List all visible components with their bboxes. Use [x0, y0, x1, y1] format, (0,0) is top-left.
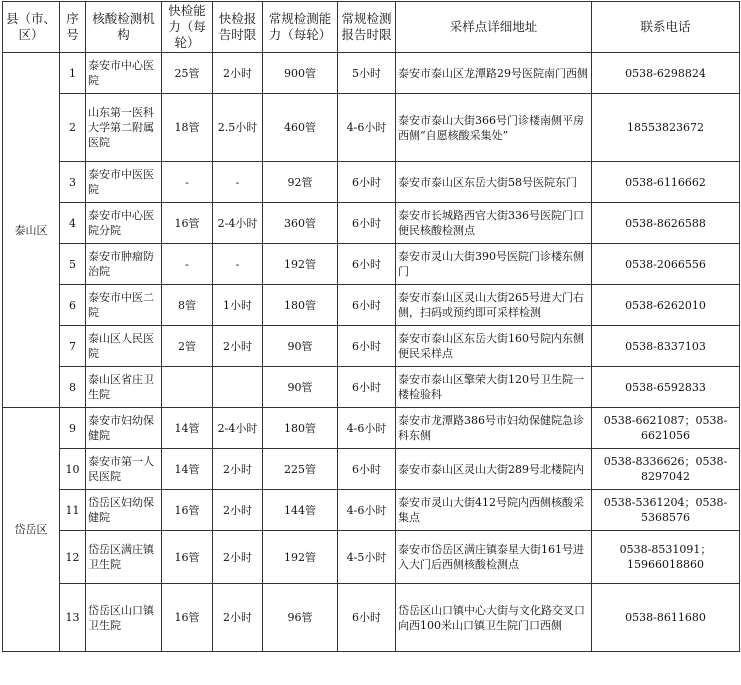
seq-cell: 12	[60, 531, 86, 584]
phone-cell: 0538-8337103	[592, 326, 740, 367]
fast-capacity-cell: 16管	[162, 490, 213, 531]
address-cell: 泰安市泰山区龙潭路29号医院南门西侧	[396, 53, 592, 94]
fast-report-cell: 2.5小时	[213, 94, 263, 162]
phone-cell: 0538-8626588	[592, 203, 740, 244]
fast-capacity-cell: 16管	[162, 584, 213, 652]
header-county: 县（市、区）	[3, 2, 60, 53]
regular-capacity-cell: 96管	[263, 584, 338, 652]
phone-cell: 18553823672	[592, 94, 740, 162]
county-cell: 泰山区	[3, 53, 60, 408]
regular-report-cell: 6小时	[338, 244, 396, 285]
phone-cell: 0538-5361204；0538-5368576	[592, 490, 740, 531]
regular-report-cell: 6小时	[338, 285, 396, 326]
seq-cell: 11	[60, 490, 86, 531]
regular-capacity-cell: 144管	[263, 490, 338, 531]
fast-report-cell: -	[213, 244, 263, 285]
fast-report-cell: 2-4小时	[213, 203, 263, 244]
seq-cell: 1	[60, 53, 86, 94]
phone-cell: 0538-6621087；0538-6621056	[592, 408, 740, 449]
fast-report-cell: 2小时	[213, 584, 263, 652]
regular-capacity-cell: 360管	[263, 203, 338, 244]
regular-capacity-cell: 180管	[263, 408, 338, 449]
phone-cell: 0538-2066556	[592, 244, 740, 285]
regular-report-cell: 5小时	[338, 53, 396, 94]
table-row	[3, 244, 740, 285]
regular-report-cell: 4-5小时	[338, 531, 396, 584]
phone-cell: 0538-8531091；15966018860	[592, 531, 740, 584]
header-address: 采样点详细地址	[396, 2, 592, 53]
fast-capacity-cell: 14管	[162, 449, 213, 490]
table-row	[3, 531, 740, 584]
institution-cell: 泰安市肿瘤防治院	[86, 244, 162, 285]
table-row	[3, 408, 740, 449]
address-cell: 泰安市泰山区东岳大街160号院内东侧便民采样点	[396, 326, 592, 367]
institution-cell: 泰安市中医医院	[86, 162, 162, 203]
regular-capacity-cell: 192管	[263, 531, 338, 584]
phone-cell: 0538-6116662	[592, 162, 740, 203]
header-phone: 联系电话	[592, 2, 740, 53]
seq-cell: 5	[60, 244, 86, 285]
table-row	[3, 367, 740, 408]
fast-report-cell: 1小时	[213, 285, 263, 326]
regular-capacity-cell: 460管	[263, 94, 338, 162]
fast-capacity-cell	[162, 367, 213, 408]
address-cell: 泰安市岱岳区满庄镇泰星大街161号进入大门后西侧核酸检测点	[396, 531, 592, 584]
regular-report-cell: 6小时	[338, 367, 396, 408]
address-cell: 泰安市龙潭路386号市妇幼保健院急诊科东侧	[396, 408, 592, 449]
phone-cell: 0538-6298824	[592, 53, 740, 94]
institution-cell: 泰安市中心医院分院	[86, 203, 162, 244]
regular-capacity-cell: 180管	[263, 285, 338, 326]
fast-capacity-cell: -	[162, 162, 213, 203]
seq-cell: 3	[60, 162, 86, 203]
fast-report-cell: 2小时	[213, 531, 263, 584]
table-row	[3, 449, 740, 490]
institution-cell: 岱岳区妇幼保健院	[86, 490, 162, 531]
phone-cell: 0538-8336626；0538-8297042	[592, 449, 740, 490]
fast-capacity-cell: 25管	[162, 53, 213, 94]
regular-report-cell: 4-6小时	[338, 408, 396, 449]
fast-report-cell: 2小时	[213, 490, 263, 531]
regular-capacity-cell: 92管	[263, 162, 338, 203]
fast-capacity-cell: 16管	[162, 531, 213, 584]
institution-cell: 泰安市第一人民医院	[86, 449, 162, 490]
fast-capacity-cell: 2管	[162, 326, 213, 367]
phone-cell: 0538-8611680	[592, 584, 740, 652]
testing-sites-table	[2, 1, 740, 652]
address-cell: 泰安市泰山大街366号门诊楼南侧平房西侧“自愿核酸采集处”	[396, 94, 592, 162]
fast-report-cell: 2小时	[213, 449, 263, 490]
table-row	[3, 490, 740, 531]
table-row	[3, 94, 740, 162]
regular-capacity-cell: 900管	[263, 53, 338, 94]
regular-report-cell: 6小时	[338, 584, 396, 652]
table-row	[3, 162, 740, 203]
institution-cell: 岱岳区山口镇卫生院	[86, 584, 162, 652]
fast-capacity-cell: 16管	[162, 203, 213, 244]
fast-capacity-cell: 14管	[162, 408, 213, 449]
institution-cell: 山东第一医科大学第二附属医院	[86, 94, 162, 162]
address-cell: 泰安市灵山大街390号医院门诊楼东侧门	[396, 244, 592, 285]
fast-capacity-cell: 18管	[162, 94, 213, 162]
regular-capacity-cell: 90管	[263, 326, 338, 367]
header-regular-capacity: 常规检测能力（每轮）	[263, 2, 338, 53]
table-row	[3, 203, 740, 244]
fast-report-cell: 2-4小时	[213, 408, 263, 449]
regular-report-cell: 4-6小时	[338, 490, 396, 531]
address-cell: 泰安市泰山区灵山大街289号北楼院内	[396, 449, 592, 490]
regular-report-cell: 6小时	[338, 162, 396, 203]
institution-cell: 泰山区人民医院	[86, 326, 162, 367]
seq-cell: 6	[60, 285, 86, 326]
address-cell: 泰安市泰山区擎荣大街120号卫生院一楼检验科	[396, 367, 592, 408]
table-row	[3, 285, 740, 326]
seq-cell: 4	[60, 203, 86, 244]
phone-cell: 0538-6592833	[592, 367, 740, 408]
seq-cell: 2	[60, 94, 86, 162]
institution-cell: 泰安市中心医院	[86, 53, 162, 94]
institution-cell: 泰安市中医二院	[86, 285, 162, 326]
seq-cell: 8	[60, 367, 86, 408]
header-seq: 序号	[60, 2, 86, 53]
header-row	[3, 2, 740, 53]
seq-cell: 7	[60, 326, 86, 367]
header-fast-report: 快检报告时限	[213, 2, 263, 53]
address-cell: 泰安市长城路西官大街336号医院门口便民核酸检测点	[396, 203, 592, 244]
header-regular-report: 常规检测报告时限	[338, 2, 396, 53]
regular-report-cell: 6小时	[338, 203, 396, 244]
regular-report-cell: 6小时	[338, 326, 396, 367]
regular-report-cell: 6小时	[338, 449, 396, 490]
fast-report-cell: 2小时	[213, 53, 263, 94]
seq-cell: 9	[60, 408, 86, 449]
fast-report-cell: 2小时	[213, 326, 263, 367]
regular-capacity-cell: 192管	[263, 244, 338, 285]
seq-cell: 10	[60, 449, 86, 490]
regular-capacity-cell: 90管	[263, 367, 338, 408]
institution-cell: 泰安市妇幼保健院	[86, 408, 162, 449]
table-row	[3, 53, 740, 94]
regular-capacity-cell: 225管	[263, 449, 338, 490]
phone-cell: 0538-6262010	[592, 285, 740, 326]
fast-capacity-cell: -	[162, 244, 213, 285]
address-cell: 岱岳区山口镇中心大街与文化路交叉口向西100米山口镇卫生院门口西侧	[396, 584, 592, 652]
institution-cell: 岱岳区满庄镇卫生院	[86, 531, 162, 584]
table-row	[3, 584, 740, 652]
fast-report-cell	[213, 367, 263, 408]
seq-cell: 13	[60, 584, 86, 652]
address-cell: 泰安市泰山区灵山大街265号进大门右侧，扫码或预约即可采样检测	[396, 285, 592, 326]
header-institution: 核酸检测机构	[86, 2, 162, 53]
county-cell: 岱岳区	[3, 408, 60, 652]
address-cell: 泰安市灵山大街412号院内西侧核酸采集点	[396, 490, 592, 531]
header-fast-capacity: 快检能力（每轮）	[162, 2, 213, 53]
institution-cell: 泰山区省庄卫生院	[86, 367, 162, 408]
address-cell: 泰安市泰山区东岳大街58号医院东门	[396, 162, 592, 203]
table-row	[3, 326, 740, 367]
regular-report-cell: 4-6小时	[338, 94, 396, 162]
fast-capacity-cell: 8管	[162, 285, 213, 326]
fast-report-cell: -	[213, 162, 263, 203]
